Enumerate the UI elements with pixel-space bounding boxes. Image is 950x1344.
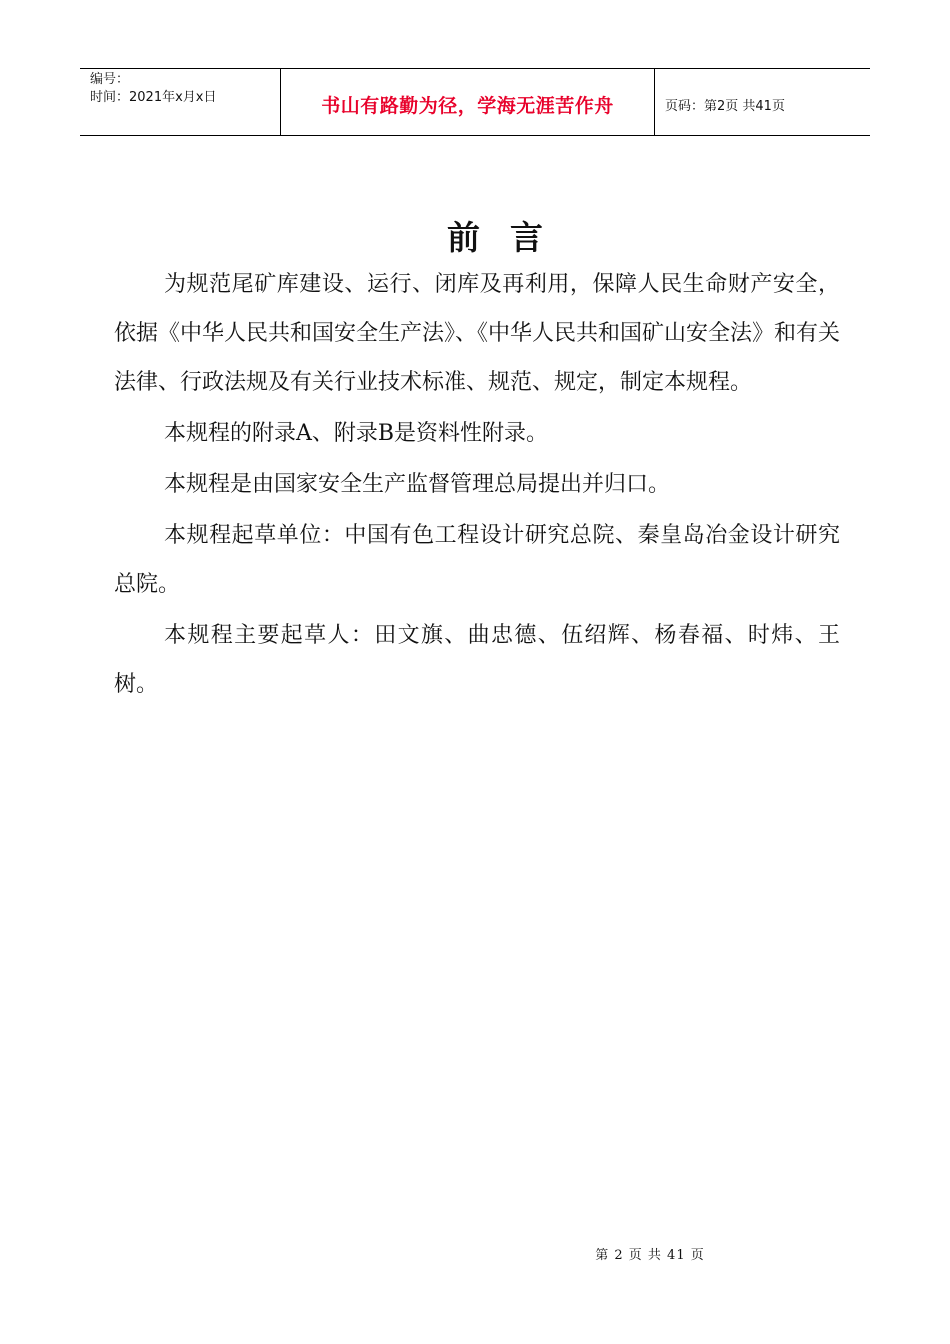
header-page-info: 页码：第2页 共41页	[665, 98, 785, 114]
header-motto-cell	[281, 69, 655, 135]
header-page-cell	[655, 69, 870, 135]
page-header-table	[80, 68, 870, 136]
page-footer: 第 2 页 共 41 页	[595, 1248, 705, 1263]
body-paragraph-1: 为规范尾矿库建设、运行、闭库及再利用，保障人民生命财产安全，依据《中华人民共和国安全生产法》、《中华人民共和国矿山安全法》和有关法律、行政法规及有关行业技术标准、规范、规定，制定本规程。	[114, 272, 841, 395]
body-paragraph-4: 本规程起草单位：中国有色工程设计研究总院、秦皇岛冶金设计研究总院。	[114, 523, 840, 597]
header-meta-cell	[80, 69, 281, 135]
document-time-label: 时间：2021年x月x日	[90, 90, 217, 105]
header-motto: 书山有路勤为径，学海无涯苦作舟	[321, 94, 614, 117]
document-body	[114, 260, 840, 711]
body-paragraph-5: 本规程主要起草人：田文旗、曲忠德、伍绍辉、杨春福、时炜、王树。	[114, 623, 840, 697]
document-title: 前言	[447, 218, 573, 257]
body-paragraph-2: 本规程的附录A、附录B是资料性附录。	[164, 421, 549, 446]
body-paragraph-3: 本规程是由国家安全生产监督管理总局提出并归口。	[164, 472, 671, 497]
document-code-label: 编号：	[90, 72, 130, 87]
